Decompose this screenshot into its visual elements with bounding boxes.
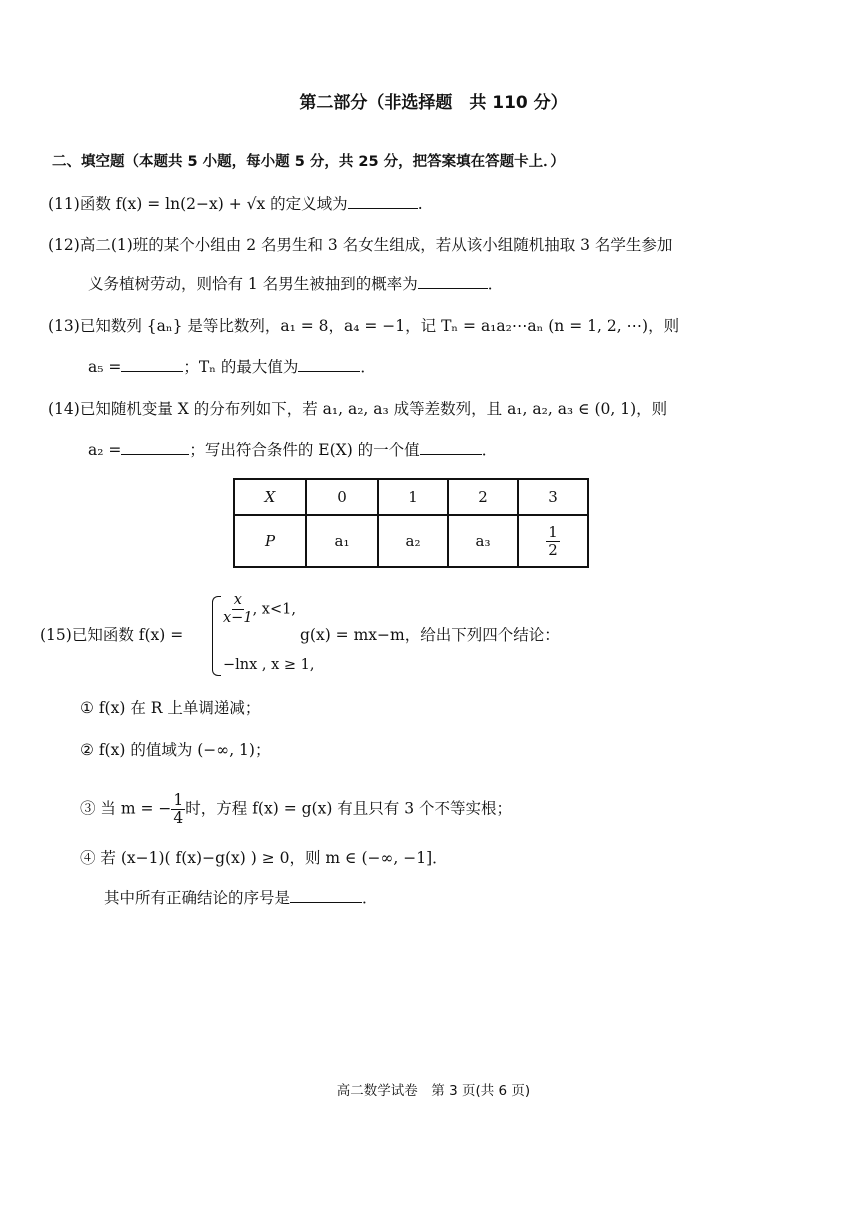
- question-text: 其中所有正确结论的序号是: [104, 889, 291, 907]
- question-14-line1: [48, 398, 667, 420]
- fraction: [223, 592, 253, 627]
- question-text: 高二(1)班的某个小组由 2 名男生和 3 名女生组成，若从该小组随机抽取 3 名学生参加: [79, 236, 673, 254]
- question-text: a₂ =: [88, 441, 122, 459]
- fraction-denominator: 2: [548, 540, 558, 559]
- conclusion-text: ③ 当 m = −: [80, 799, 172, 818]
- fraction-numerator: 1: [548, 522, 558, 541]
- fraction: [171, 792, 185, 827]
- page-title: 第二部分（非选择题 共 110 分）: [299, 93, 568, 113]
- question-number: (12): [48, 236, 80, 254]
- table-cell: 3: [518, 479, 588, 515]
- piecewise-brace: [212, 596, 221, 676]
- answer-blank: [418, 274, 488, 289]
- distribution-table: [233, 478, 589, 568]
- table-cell: [518, 515, 588, 567]
- conclusion-3: [80, 792, 512, 827]
- question-text: ；Tₙ 的最大值为: [183, 358, 299, 376]
- question-text: 已知数列 {aₙ} 是等比数列，a₁ = 8，a₄ = −1，记 Tₙ = a₁a₂⋯aₙ (n = 1, 2, ⋯)，则: [79, 317, 680, 335]
- answer-blank: [420, 440, 482, 455]
- question-text: 义务植树劳动，则恰有 1 名男生被抽到的概率为: [88, 275, 418, 293]
- question-13-line1: [48, 315, 679, 337]
- table-cell: [234, 479, 306, 515]
- header-x: X: [264, 488, 276, 506]
- table-cell: 2: [448, 479, 518, 515]
- question-text: ；写出符合条件的 E(X) 的一个值: [189, 441, 420, 459]
- table-cell: a₂: [378, 515, 448, 567]
- question-number: (15): [40, 626, 72, 644]
- answer-blank: [298, 357, 360, 372]
- question-15-suffix: g(x) = mx−m，给出下列四个结论：: [300, 626, 560, 644]
- conclusion-1: ① f(x) 在 R 上单调递减；: [80, 699, 261, 717]
- table-cell: 1: [378, 479, 448, 515]
- question-text: a₅ =: [88, 358, 122, 376]
- table-cell: 0: [306, 479, 378, 515]
- question-text: 已知随机变量 X 的分布列如下，若 a₁, a₂, a₃ 成等差数列，且 a₁, a₂, a₃ ∈ (0, 1)，则: [79, 400, 668, 418]
- row-p: P: [264, 532, 276, 550]
- table-cell: a₃: [448, 515, 518, 567]
- question-number: (14): [48, 400, 80, 418]
- question-text: 函数 f(x) = ln(2−x) + √x 的定义域为: [79, 195, 348, 213]
- question-13-line2: a₅ = ；Tₙ 的最大值为 ．: [88, 358, 376, 376]
- table-row: [234, 515, 588, 567]
- answer-blank: [121, 440, 189, 455]
- fraction-denominator: 4: [173, 809, 184, 827]
- answer-blank: [290, 888, 362, 903]
- table-cell: a₁: [306, 515, 378, 567]
- piece-1: [223, 592, 296, 627]
- question-15-final: 其中所有正确结论的序号是 ．: [104, 889, 378, 907]
- question-number: (11): [48, 195, 80, 213]
- fraction-numerator: x: [233, 592, 242, 608]
- section-header: 二、填空题（本题共 5 小题，每小题 5 分，共 25 分，把答案填在答题卡上．）: [52, 154, 565, 170]
- question-14-line2: a₂ = ；写出符合条件的 E(X) 的一个值 ．: [88, 441, 498, 459]
- page-footer: 高二数学试卷 第 3 页(共 6 页): [336, 1083, 531, 1099]
- question-15-prefix: [40, 624, 183, 646]
- answer-blank: [121, 357, 183, 372]
- answer-blank: [348, 194, 418, 209]
- conclusion-4: ④ 若 (x−1)( f(x)−g(x) ) ≥ 0，则 m ∈ (−∞, −1]．: [80, 849, 448, 867]
- conclusion-2: ② f(x) 的值域为 (−∞, 1)；: [80, 741, 271, 759]
- table-cell: [234, 515, 306, 567]
- question-12-line1: [48, 234, 672, 256]
- piece-2: −lnx , x ≥ 1,: [223, 657, 315, 673]
- fraction-denominator: x−1: [223, 610, 253, 626]
- question-number: (13): [48, 317, 80, 335]
- piece-condition: , x<1,: [252, 601, 296, 618]
- question-text: 已知函数 f(x) =: [71, 626, 184, 644]
- fraction-numerator: 1: [173, 791, 184, 809]
- question-11: (11)函数 f(x) = ln(2−x) + √x 的定义域为 .: [48, 195, 423, 213]
- fraction: [546, 524, 560, 559]
- question-12-line2: 义务植树劳动，则恰有 1 名男生被抽到的概率为 ．: [88, 275, 504, 293]
- conclusion-text: 时，方程 f(x) = g(x) 有且只有 3 个不等实根；: [185, 799, 513, 818]
- table-row: [234, 479, 588, 515]
